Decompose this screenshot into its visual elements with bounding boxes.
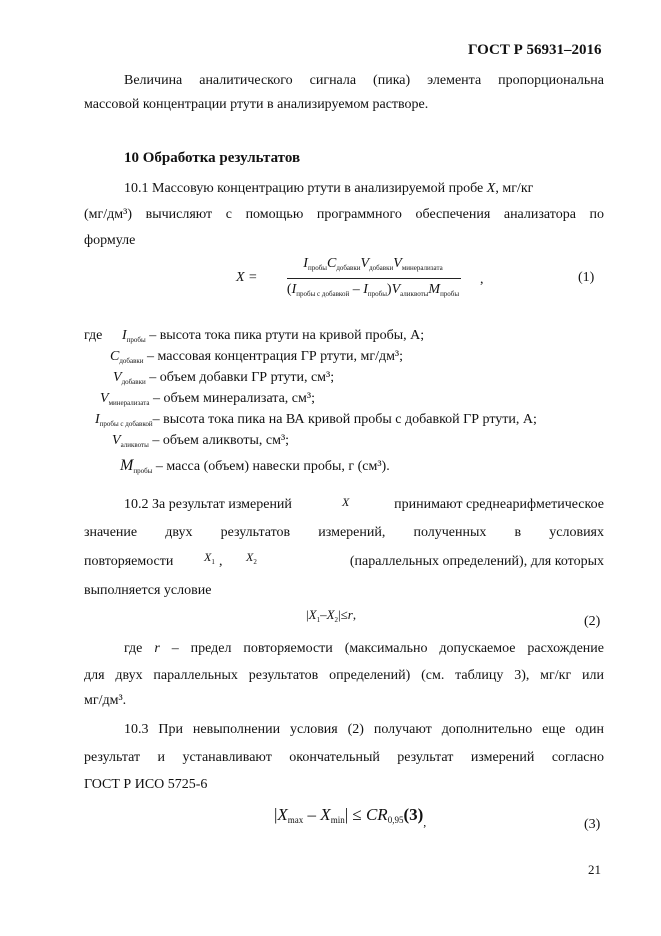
formula-1-fraction bbox=[285, 256, 461, 304]
where-6-sub: аликвоты bbox=[120, 441, 149, 449]
where-5-sub: пробы с добавкой bbox=[99, 420, 153, 428]
f1-den-i1-sub: пробы с добавкой bbox=[296, 290, 350, 298]
formula-1-comma: , bbox=[480, 272, 484, 287]
intro-line-2: массовой концентрации ртути в анализируемом растворе. bbox=[84, 97, 429, 112]
paragraph-10-1-line-3: формуле bbox=[84, 233, 136, 248]
f3-xmin-sub: min bbox=[330, 815, 345, 825]
where-5-text: – высота тока пика на ВА кривой пробы с добавкой ГР ртути, А; bbox=[152, 412, 537, 427]
formula-1-fraction-bar bbox=[287, 278, 461, 279]
where-item-3 bbox=[113, 370, 334, 386]
section-title: 10 Обработка результатов bbox=[124, 150, 301, 166]
p102b-text-b: – предел повторяемости (максимально допускаемое расхождение bbox=[159, 641, 605, 656]
p102b-text-a: где bbox=[124, 641, 155, 656]
where-item-4 bbox=[100, 391, 315, 407]
f1-den-i2-sub: пробы bbox=[367, 290, 387, 298]
p102-x1-sub: 1 bbox=[211, 558, 215, 566]
f2-open: | bbox=[306, 607, 309, 622]
f2-comma: , bbox=[352, 607, 357, 622]
f1-num-v1: V bbox=[360, 256, 370, 271]
f2-close: | bbox=[338, 607, 341, 622]
f1-den-open: ( bbox=[286, 282, 292, 297]
p101-var-x: X bbox=[486, 181, 496, 196]
formula-1-numerator bbox=[285, 256, 461, 272]
f1-num-i: I bbox=[303, 256, 308, 271]
f2-r: r bbox=[347, 607, 353, 622]
f1-den-i2: I bbox=[363, 282, 368, 297]
where-2-sub: добавки bbox=[119, 357, 144, 365]
paragraph-10-3-line-1: 10.3 При невыполнении условия (2) получают дополнительно еще один bbox=[124, 722, 604, 737]
paragraph-10-1-line-1 bbox=[124, 180, 604, 198]
f1-den-v: V bbox=[391, 282, 401, 297]
f2-x2: X bbox=[326, 607, 335, 622]
paragraph-r-line-1 bbox=[124, 640, 604, 658]
f1-num-c-sub: добавки bbox=[336, 264, 361, 272]
where-item-2 bbox=[110, 349, 403, 365]
p102-x2 bbox=[246, 550, 257, 566]
where-1-sub: пробы bbox=[126, 336, 146, 344]
f3-xmin: X bbox=[320, 805, 331, 824]
f1-num-c: C bbox=[326, 256, 337, 271]
p102-var-x: X bbox=[342, 495, 350, 509]
formula-3-number: (3) bbox=[584, 817, 601, 832]
p102-x1-sym: X bbox=[204, 550, 212, 564]
f2-x1-sub: 1 bbox=[316, 616, 321, 624]
f1-num-v2-sub: минерализата bbox=[401, 264, 443, 272]
where-4-sub: минерализата bbox=[108, 399, 150, 407]
paragraph-10-2-line-3 bbox=[84, 550, 604, 574]
where-item-1 bbox=[122, 328, 424, 344]
where-item-6 bbox=[112, 433, 289, 449]
where-4-sym: V bbox=[100, 391, 109, 406]
f1-den-v-sub: аликвоты bbox=[400, 290, 429, 298]
intro-line-1: Величина аналитического сигнала (пика) элемента пропорциональна bbox=[124, 73, 604, 88]
where-2-sym: C bbox=[110, 349, 120, 364]
f1-num-v2: V bbox=[393, 256, 402, 271]
p102-text-a: 10.2 За результат измерений bbox=[124, 497, 292, 512]
standard-number: ГОСТ Р 56931–2016 bbox=[468, 42, 602, 58]
where-item-5 bbox=[95, 412, 537, 428]
where-1-text: – высота тока пика ртути на кривой пробы, А; bbox=[149, 328, 425, 343]
paragraph-10-3-line-3: ГОСТ Р ИСО 5725-6 bbox=[84, 777, 208, 792]
f2-x1: X bbox=[308, 607, 317, 622]
p102-sep: , bbox=[219, 554, 223, 569]
f3-xmax: X bbox=[277, 805, 288, 824]
where-3-sub: добавки bbox=[121, 378, 146, 386]
p101-text-b: , мг/кг bbox=[495, 181, 534, 196]
page-number: 21 bbox=[588, 862, 601, 877]
formula-1-denominator bbox=[285, 282, 461, 298]
where-3-sym: V bbox=[113, 370, 122, 385]
p102-line3-b: (параллельных определений), для которых bbox=[349, 554, 604, 569]
paragraph-10-3-line-2: результат и устанавливают окончательный результат измерений согласно bbox=[84, 750, 604, 765]
f1-den-minus: – bbox=[349, 282, 364, 297]
where-3-text: – объем добавки ГР ртути, см³; bbox=[149, 370, 335, 385]
formula-2 bbox=[306, 607, 356, 624]
where-label: где bbox=[84, 328, 103, 343]
f3-comma: , bbox=[423, 815, 427, 829]
where-6-sym: V bbox=[112, 433, 121, 448]
p101-text-a: 10.1 Массовую концентрацию ртути в анализируемой пробе bbox=[124, 181, 487, 196]
f2-rel: ≤ bbox=[340, 607, 348, 622]
paragraph-r-line-2: для двух параллельных результатов определений) (см. таблицу 3), мг/кг или bbox=[84, 668, 604, 683]
paragraph-10-2-line-2: значение двух результатов измерений, полученных в условиях bbox=[84, 525, 604, 540]
f2-x2-sub: 2 bbox=[334, 616, 339, 624]
f1-num-v1-sub: добавки bbox=[369, 264, 394, 272]
where-6-text: – объем аликвоты, см³; bbox=[152, 433, 290, 448]
formula-1-x: X = bbox=[236, 270, 258, 285]
formula-3 bbox=[274, 805, 426, 830]
f3-arg: (3) bbox=[403, 805, 424, 824]
f1-num-i-sub: пробы bbox=[307, 264, 327, 272]
p102b-var-r: r bbox=[154, 641, 160, 656]
f3-cr: CR bbox=[365, 805, 388, 824]
where-5-sym: I bbox=[95, 412, 100, 427]
f3-rel: ≤ bbox=[348, 805, 366, 824]
where-item-7 bbox=[120, 457, 390, 475]
where-7-text: – масса (объем) навески пробы, г (см³). bbox=[155, 459, 390, 474]
f3-minus: – bbox=[303, 805, 321, 824]
p102-x1 bbox=[204, 550, 215, 566]
where-7-sym: M bbox=[120, 457, 134, 474]
f2-minus: – bbox=[320, 607, 327, 622]
where-1-sym: I bbox=[122, 328, 127, 343]
p102-x2-sym: X bbox=[246, 550, 254, 564]
f3-cr-sub: 0,95 bbox=[387, 815, 404, 825]
f1-den-close: ) bbox=[386, 282, 392, 297]
formula-1-number: (1) bbox=[578, 270, 595, 285]
where-7-sub: пробы bbox=[133, 467, 153, 475]
paragraph-r-line-3: мг/дм³. bbox=[84, 693, 127, 708]
p102-text-b: принимают среднеарифметическое bbox=[394, 497, 604, 512]
f1-den-m-sub: пробы bbox=[440, 290, 460, 298]
f3-close: | bbox=[344, 805, 349, 824]
p102-line3-a: повторяемости bbox=[84, 554, 174, 569]
formula-1-lhs bbox=[236, 270, 258, 286]
p102-x2-sub: 2 bbox=[253, 558, 257, 566]
where-4-text: – объем минерализата, см³; bbox=[152, 391, 315, 406]
f1-den-m: M bbox=[428, 282, 441, 297]
paragraph-10-1-line-2: (мг/дм³) вычисляют с помощью программного обеспечения анализатора по bbox=[84, 207, 604, 222]
paragraph-10-2-line-1 bbox=[124, 497, 604, 513]
where-2-text: – массовая концентрация ГР ртути, мг/дм³; bbox=[147, 349, 404, 364]
formula-2-number: (2) bbox=[584, 614, 601, 629]
f1-den-i1: I bbox=[291, 282, 297, 297]
f3-open: | bbox=[274, 805, 278, 824]
f3-xmax-sub: max bbox=[287, 815, 304, 825]
paragraph-10-2-line-4: выполняется условие bbox=[84, 583, 212, 598]
